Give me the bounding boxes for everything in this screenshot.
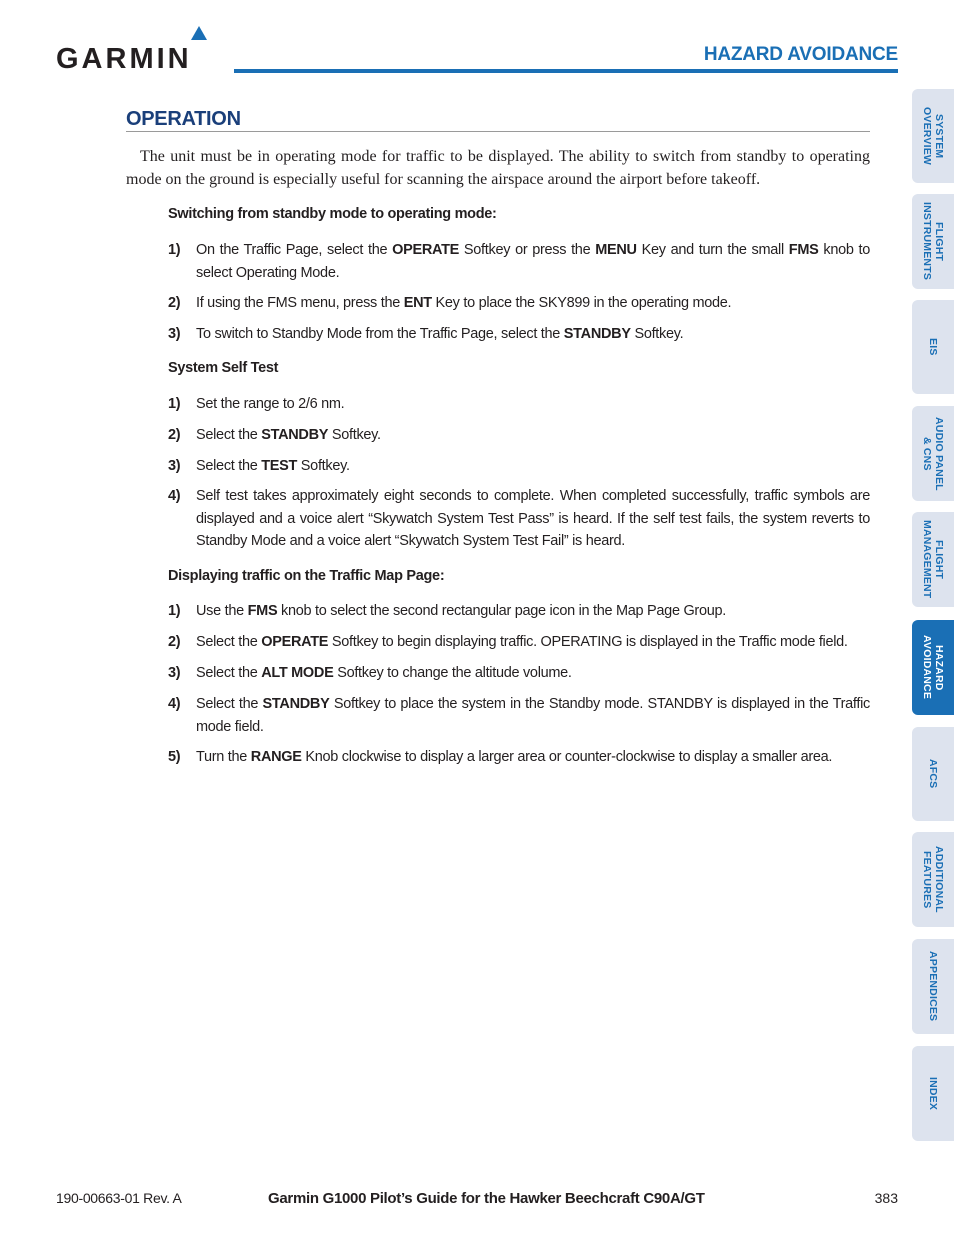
displaying-step [168, 600, 870, 623]
switching-step [168, 292, 870, 315]
control-name: FMS [247, 603, 278, 619]
step-text: Select the STANDBY Softkey. [196, 427, 381, 443]
tab-index[interactable] [912, 1046, 954, 1141]
tab-afcs[interactable] [912, 727, 954, 821]
heading-rule [126, 131, 870, 132]
tab-label: ADDITIONAL FEATURES [921, 846, 945, 913]
step-number: 1) [168, 242, 181, 258]
tab-hazard-avoidance[interactable] [912, 620, 954, 715]
page-number: 383 [874, 1190, 898, 1206]
garmin-logo [56, 24, 221, 76]
control-name: ENT [403, 295, 432, 311]
garmin-triangle-icon [191, 26, 207, 40]
step-number: 5) [168, 749, 181, 765]
selftest-step [168, 485, 870, 553]
step-text: Use the FMS knob to select the second rectangular page icon in the Map Page Group. [196, 603, 726, 619]
control-name: FMS [788, 242, 819, 258]
control-name: MENU [595, 242, 637, 258]
step-text: To switch to Standby Mode from the Traffic Page, select the STANDBY Softkey. [196, 326, 684, 342]
switching-heading: Switching from standby mode to operating mode: [168, 206, 497, 222]
step-text: Set the range to 2/6 nm. [196, 396, 345, 412]
step-text: Turn the RANGE Knob clockwise to display a larger area or counter-clockwise to display a smaller area. [196, 749, 833, 765]
step-text: Self test takes approximately eight seconds to complete. When completed successfully, traffic symbols are displayed and a voice alert “Skywatch System Test Pass” is heard. If the self test fails, the system reverts to Standby Mode and a voice alert “Skywatch System Test Fail” is heard. [196, 488, 870, 549]
control-name: STANDBY [563, 326, 631, 342]
control-name: OPERATE [392, 242, 460, 258]
tab-label: HAZARD AVOIDANCE [921, 635, 945, 700]
tab-label: AUDIO PANEL & CNS [921, 416, 945, 491]
selftest-step [168, 455, 870, 478]
step-number: 4) [168, 696, 181, 712]
step-number: 1) [168, 603, 181, 619]
control-name: STANDBY [261, 427, 329, 443]
tab-eis[interactable] [912, 300, 954, 394]
control-name: STANDBY [262, 696, 330, 712]
tab-label: FLIGHT MANAGEMENT [921, 520, 945, 599]
intro-paragraph: The unit must be in operating mode for traffic to be displayed. The ability to switch from standby to operating mode on the ground is especially useful for scanning the airspace around the airport before takeoff. [126, 148, 870, 188]
step-number: 2) [168, 427, 181, 443]
displaying-heading: Displaying traffic on the Traffic Map Page: [168, 568, 445, 584]
control-name: TEST [261, 458, 298, 474]
switching-step [168, 323, 870, 346]
step-number: 1) [168, 396, 181, 412]
tab-label: INDEX [927, 1076, 939, 1111]
tab-appendices[interactable] [912, 939, 954, 1034]
step-text: If using the FMS menu, press the ENT Key to place the SKY899 in the operating mode. [196, 295, 732, 311]
step-number: 3) [168, 458, 181, 474]
control-name: ALT MODE [261, 665, 334, 681]
tab-label: AFCS [927, 759, 939, 789]
displaying-step [168, 746, 870, 769]
selftest-step [168, 393, 870, 416]
step-text: Select the OPERATE Softkey to begin displaying traffic. OPERATING is displayed in the Traffic mode field. [196, 634, 848, 650]
tab-label: FLIGHT INSTRUMENTS [921, 202, 945, 281]
control-name: RANGE [250, 749, 302, 765]
step-number: 3) [168, 665, 181, 681]
step-text: On the Traffic Page, select the OPERATE Softkey or press the MENU Key and turn the small FMS knob to select Operating Mode. [196, 242, 870, 281]
tab-flight-management[interactable] [912, 512, 954, 607]
tab-system-overview[interactable] [912, 89, 954, 183]
tab-audio-panel-cns[interactable] [912, 406, 954, 501]
logo-wordmark: GARMIN [56, 43, 192, 75]
doc-number: 190-00663-01 Rev. A [56, 1190, 182, 1206]
step-text: Select the ALT MODE Softkey to change the altitude volume. [196, 665, 572, 681]
section-title: HAZARD AVOIDANCE [703, 44, 898, 65]
footer-title: Garmin G1000 Pilot’s Guide for the Hawker Beechcraft C90A/GT [268, 1190, 705, 1207]
tab-flight-instruments[interactable] [912, 194, 954, 289]
step-number: 2) [168, 295, 181, 311]
tab-additional-features[interactable] [912, 832, 954, 927]
switching-step [168, 239, 870, 284]
step-text: Select the STANDBY Softkey to place the system in the Standby mode. STANDBY is displayed in the Traffic mode field. [196, 696, 870, 735]
step-number: 3) [168, 326, 181, 342]
step-number: 2) [168, 634, 181, 650]
step-text: Select the TEST Softkey. [196, 458, 350, 474]
displaying-step [168, 631, 870, 654]
step-number: 4) [168, 488, 181, 504]
displaying-step [168, 693, 870, 738]
tab-label: APPENDICES [927, 951, 939, 1022]
displaying-step [168, 662, 870, 685]
tab-label: SYSTEM OVERVIEW [921, 106, 945, 165]
control-name: OPERATE [261, 634, 329, 650]
selftest-heading: System Self Test [168, 360, 279, 376]
selftest-step [168, 424, 870, 447]
tab-label: EIS [927, 338, 939, 356]
page-heading: OPERATION [126, 108, 241, 130]
header-rule [234, 69, 898, 73]
